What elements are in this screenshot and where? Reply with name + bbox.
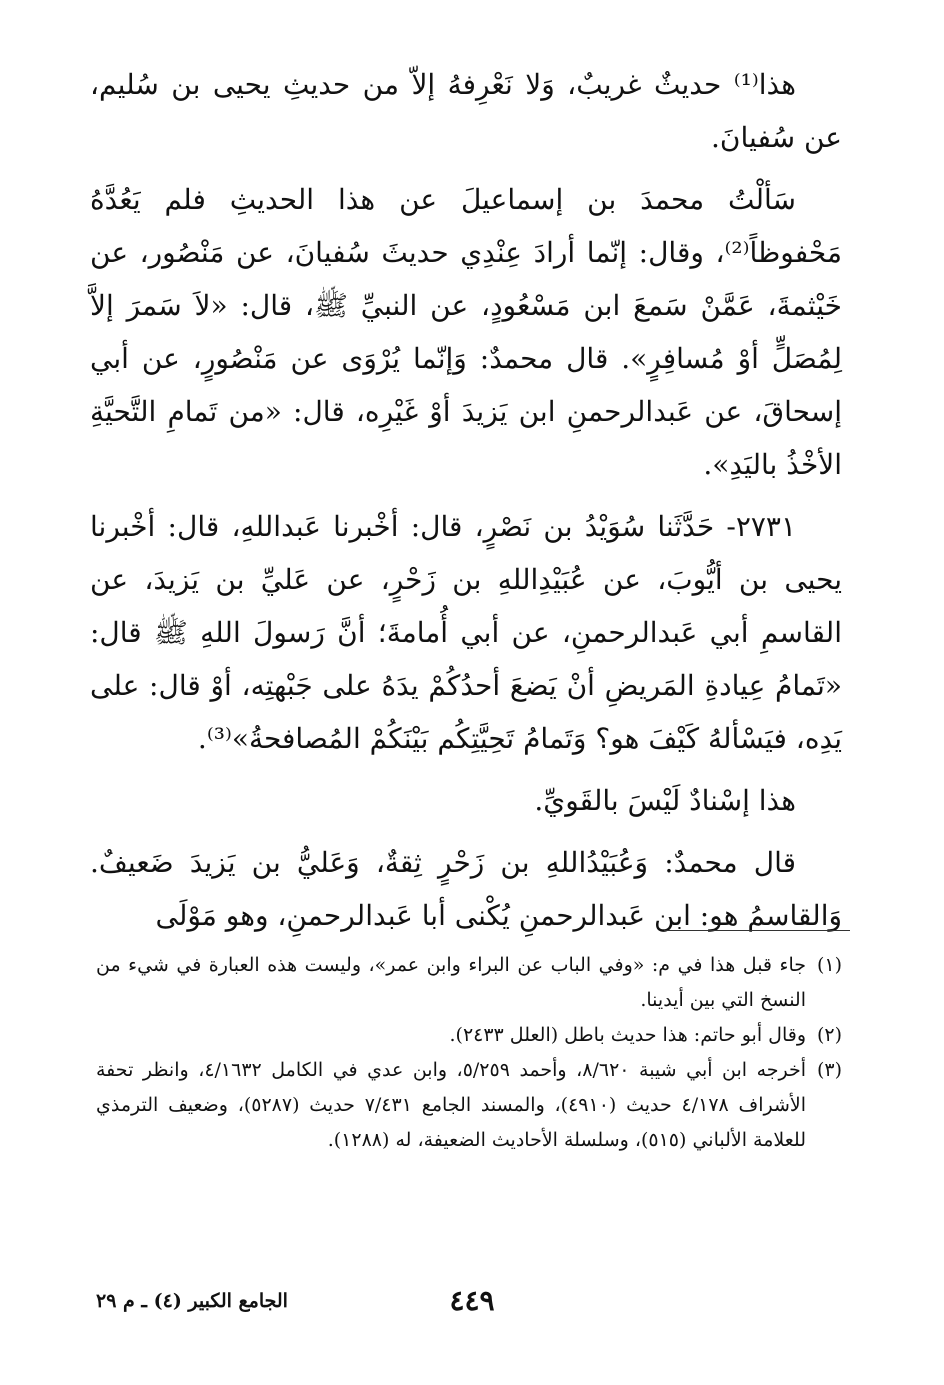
footnote-3 [96,1053,842,1158]
footnote-text: أخرجه ابن أبي شيبة ٨/٦٢٠، وأحمد ٥/٢٥٩، وابن عدي في الكامل ٤/١٦٣٢، وانظر تحفة الأشراف ٤/١٧٨ حديث (٤٩١٠)، والمسند الجامع ٧/٤٣١ حديث (٥٢٨٧)، وضعيف الترمذي للعلامة الألباني (٥١٥)، وسلسلة الأحاديث الضعيفة، له (١٢٨٨). [96,1059,807,1151]
main-text [90,58,842,942]
footnote-divider [664,930,850,931]
paragraph-4: هذا إسْنادٌ لَيْسَ بالقَويِّ. [534,784,796,817]
footnote-text: جاء قبل هذا في م: «وفي الباب عن البراء وابن عمر»، وليست هذه العبارة في شيء من النسخ التي بين أيدينا. [96,954,806,1011]
paragraph-2: سَألْتُ محمدَ بن إسماعيلَ عن هذا الحديثِ فلم يَعُدَّهُ مَحْفوظاً⁽²⁾، وقال: إنّما أرادَ عِنْدِي حديثَ سُفيانَ، عن مَنْصُور، عن خَيْثمةَ، عَمَّنْ سَمعَ ابن مَسْعُودٍ، عن النبيِّ ﷺ، قال: «لاَ سَمرَ إلاَّ لِمُصَلٍّ أوْ مُسافِرٍ». قال محمدٌ: وَإنّما يُرْوَى عن مَنْصُورٍ، عن أبي إسحاقَ، عن عَبدالرحمنِ ابن يَزيدَ أوْ غَيْرِه، قال: «من تَمامِ التَّحيَّةِ الأخْذُ باليَدِ». [90,183,842,481]
book-signature: الجامع الكبير (٤) ـ م ٢٩ [96,1290,288,1312]
footnote-text: وقال أبو حاتم: هذا حديث باطل (العلل ٢٤٣٣). [449,1024,806,1046]
page-number: ٤٤٩ [449,1284,495,1317]
footnote-1 [96,948,842,1018]
footnote-number: (٢) [816,1024,842,1046]
page-footer [0,1284,944,1330]
footnote-number: (٣) [816,1059,842,1081]
paragraph-5: قال محمدٌ: وَعُبَيْدُاللهِ بن زَحْرٍ ثِقةٌ، وَعَليُّ بن يَزيدَ ضَعيفٌ. وَالقاسمُ هو: ابن عَبدالرحمنِ يُكْنى أبا عَبدالرحمنِ، وهو مَوْلَى [90,846,842,932]
footnotes [96,948,842,1158]
paragraph-1: هذا⁽¹⁾ حديثٌ غريبٌ، وَلا نَعْرِفهُ إلاّ من حديثِ يحيى بن سُليم، عن سُفيانَ. [90,68,842,154]
footnote-number: (١) [816,954,842,976]
footnote-2 [96,1018,842,1053]
hadith-2731: ٢٧٣١- حَدَّثَنا سُوَيْدُ بن نَصْرٍ، قال: أخْبرنا عَبداللهِ، قال: أخْبرنا يحيى بن أيُّوبَ، عن عُبَيْدِاللهِ بن زَحْرٍ، عن عَليِّ بن يَزيدَ، عن القاسمِ أبي عَبدالرحمنِ، عن أبي أُمامةَ؛ أنَّ رَسولَ اللهِ ﷺ قال: «تَمامُ عِيادةِ المَريضِ أنْ يَضعَ أحدُكُمْ يدَهُ على جَبْهتِه، أوْ قال: على يَدِه، فيَسْألهُ كَيْفَ هو؟ وَتَمامُ تَحِيَّتِكُم بَيْنَكُمْ المُصافحةُ»⁽³⁾. [90,510,842,755]
